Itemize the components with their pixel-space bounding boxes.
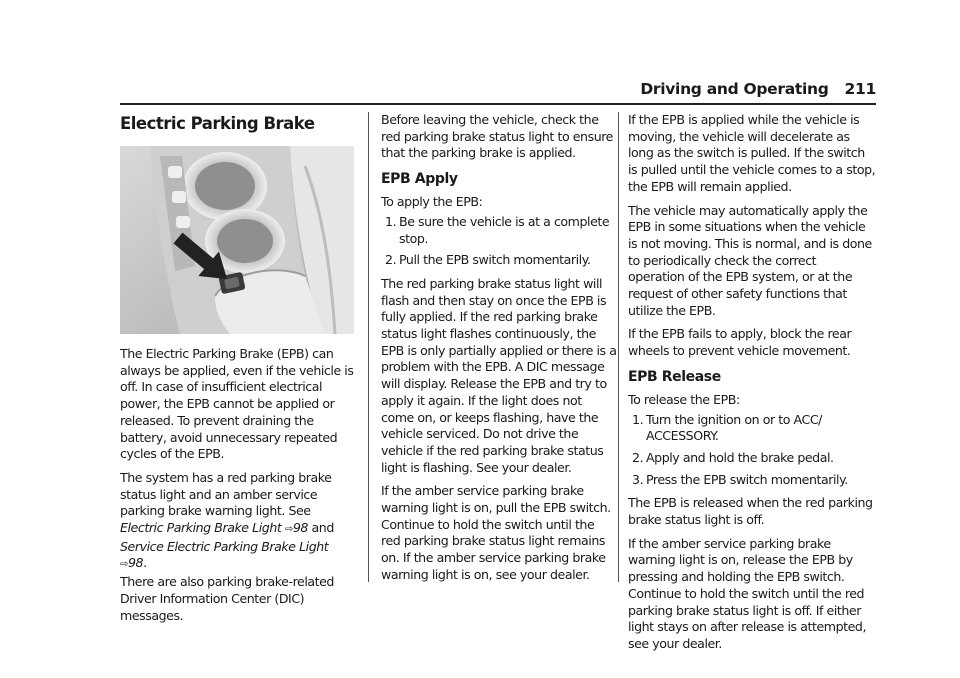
step-text: Be sure the vehicle is at a complete stop. [399, 213, 610, 246]
release-steps-list [628, 412, 876, 489]
section-title: Driving and Operating [640, 80, 829, 98]
moving-apply-paragraph: If the EPB is applied while the vehicle is moving, the vehicle will decelerate as long as the switch is pulled. If the switch is pulled until the vehicle comes to a stop, the EPB will remain applied. [628, 112, 876, 194]
fails-to-apply-paragraph: If the EPB fails to apply, block the rear wheels to prevent vehicle movement. [628, 326, 852, 359]
dic-messages-text: There are also parking brake-related Driver Information Center (DIC) messages. [120, 574, 334, 623]
list-item [628, 472, 876, 489]
page-ref-arrow-icon: ⇨ [120, 559, 128, 571]
amber-light-apply-paragraph: If the amber service parking brake warning light is on, pull the EPB switch. Continue to hold the switch until the red parking brake status light remains on. If the amber service parking brake warning light is on, see your dealer. [381, 483, 611, 582]
status-light-paragraph: The red parking brake status light will flash and then stay on once the EPB is fully applied. If the red parking brake status light flashes continuously, the EPB is only partially applied or there is a problem with the EPB. A DIC message will display. Release the EPB and try to apply it again. If the light does not come on, or keeps flashing, have the vehicle serviced. Do not drive the vehicle if the red parking brake status light is flashing. See your dealer. [381, 275, 617, 475]
xref-service-epb-light-page[interactable]: 98 [127, 555, 144, 571]
step-number: 3. [632, 471, 644, 487]
parking-brake-console-photo [120, 146, 354, 334]
page-heading: Electric Parking Brake [120, 114, 315, 133]
list-item [628, 412, 876, 445]
step-number: 2. [385, 252, 397, 268]
step-number: 1. [632, 411, 644, 427]
and-text: and [307, 520, 334, 536]
column-divider-2 [618, 112, 619, 582]
step-text: Turn the ignition on or to ACC/ ACCESSORY. [646, 411, 822, 444]
list-item [381, 252, 617, 269]
xref-service-epb-light[interactable]: Service Electric Parking Brake Light [120, 538, 329, 554]
page-number: 211 [844, 80, 876, 98]
apply-steps-list [381, 214, 617, 269]
step-text: Pull the EPB switch momentarily. [399, 252, 591, 268]
apply-intro: To apply the EPB: [381, 194, 483, 210]
before-leaving-paragraph: Before leaving the vehicle, check the red parking brake status light to ensure that the parking brake is applied. [381, 112, 613, 161]
list-item [381, 214, 617, 247]
xref-epb-light-page[interactable]: 98 [292, 520, 308, 536]
release-intro: To release the EPB: [628, 391, 740, 407]
running-header [0, 80, 876, 104]
epb-apply-heading: EPB Apply [381, 171, 458, 188]
warning-light-paragraph: The system has a red parking brake status light and an amber service parking brake warning light. See Electric Parking Brake Light ⇨98 and Service Electric Parking Brake Light ⇨98. There are also parking brake-related Driver Information Center (DIC) messages. [120, 469, 334, 623]
automatic-apply-paragraph: The vehicle may automatically apply the EPB in some situations when the vehicle is not moving. This is normal, and is done to periodically check the correct operation of the EPB system, or at the request of other safety functions that utilize the EPB. [628, 202, 872, 318]
page-ref-arrow-icon: ⇨ [284, 524, 293, 536]
xref-epb-light[interactable]: Electric Parking Brake Light [120, 520, 282, 536]
amber-light-release-paragraph: If the amber service parking brake warning light is on, release the EPB by pressing and holding the EPB switch. Continue to hold the switch until the red parking brake status light is off. If either light stays on after release is attempted, see your dealer. [628, 535, 867, 651]
step-text: Apply and hold the brake pedal. [646, 449, 834, 465]
header-rule [120, 103, 876, 105]
step-text: Press the EPB switch momentarily. [646, 471, 848, 487]
list-item [628, 450, 876, 467]
released-paragraph: The EPB is released when the red parking brake status light is off. [628, 495, 873, 528]
column-1 [120, 112, 356, 631]
column-2 [381, 112, 617, 591]
column-divider-1 [368, 112, 369, 582]
epb-intro-paragraph: The Electric Parking Brake (EPB) can always be applied, even if the vehicle is off. In case of insufficient electrical power, the EPB cannot be applied or released. To prevent draining the battery, avoid unnecessary repeated cycles of the EPB. [120, 346, 354, 462]
step-number: 1. [385, 213, 397, 229]
epb-release-heading: EPB Release [628, 368, 721, 385]
column-3 [628, 112, 876, 660]
warning-light-lead: The system has a red parking brake status light and an amber service parking brake warning light. See [120, 469, 332, 519]
step-number: 2. [632, 449, 644, 465]
